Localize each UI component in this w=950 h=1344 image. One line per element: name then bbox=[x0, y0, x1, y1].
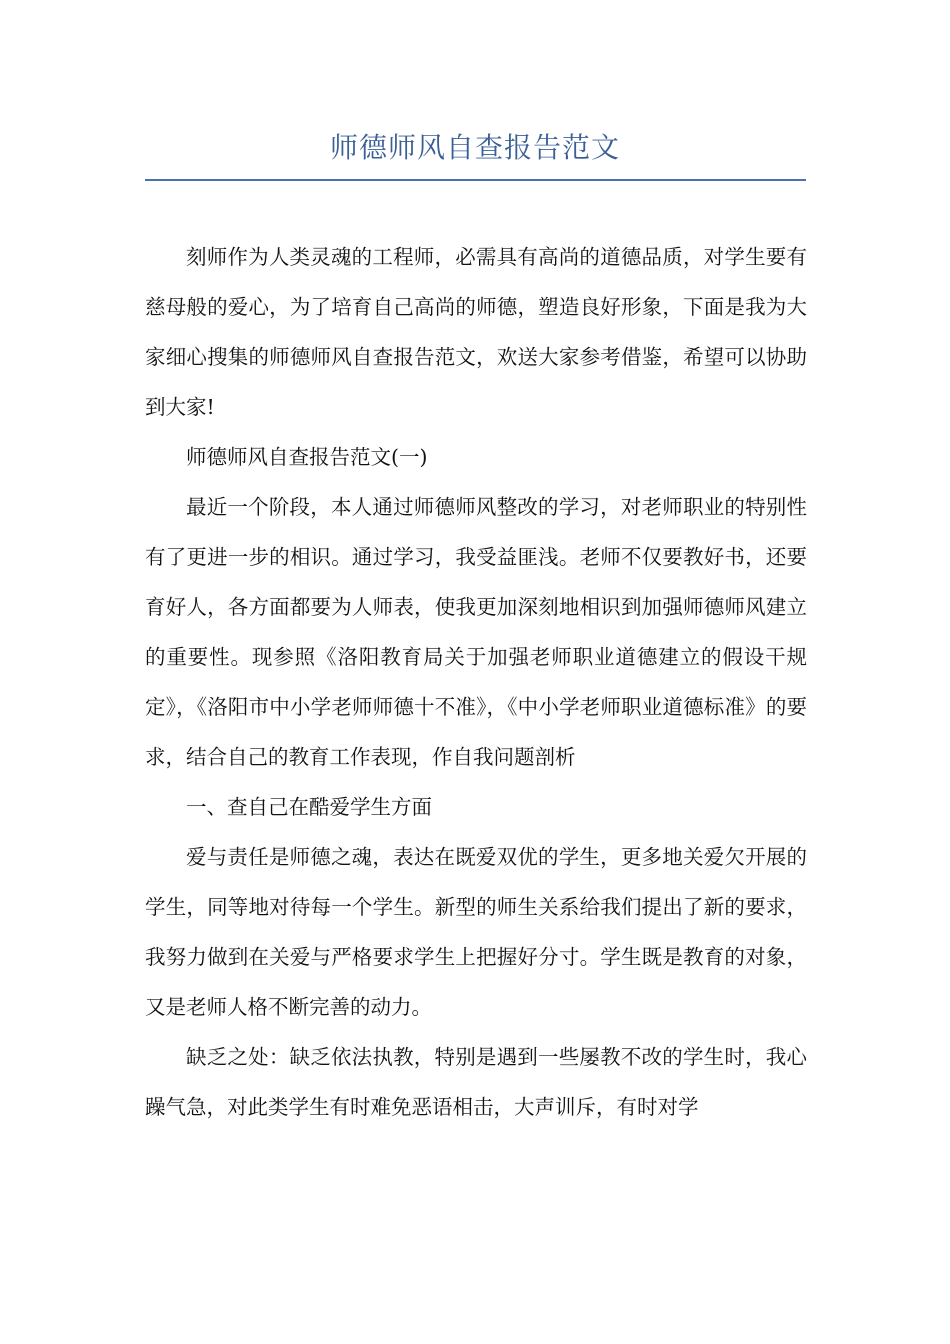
section-heading-report-one: 师德师风自查报告范文(一) bbox=[186, 445, 428, 469]
document-title: 师德师风自查报告范文 bbox=[329, 131, 620, 164]
title-underline bbox=[145, 179, 806, 181]
intro-paragraph: 刻师作为人类灵魂的工程师，必需具有高尚的道德品质，对学生要有慈母般的爱心，为了培育自己高尚的师德，塑造良好形象，下面是我为大家细心搜集的师德师风自查报告范文，欢送大家参考借鉴，希望可以协助到大家! bbox=[145, 245, 807, 419]
document-body bbox=[145, 232, 807, 1132]
body-paragraph: 爱与责任是师德之魂，表达在既爱双优的学生，更多地关爱欠开展的学生，同等地对待每一个学生。新型的师生关系给我们提出了新的要求，我努力做到在关爱与严格要求学生上把握好分寸。学生既是教育的对象，又是老师人格不断完善的动力。 bbox=[145, 845, 807, 1019]
body-paragraph: 最近一个阶段，本人通过师德师风整改的学习，对老师职业的特别性有了更进一步的相识。通过学习，我受益匪浅。老师不仅要教好书，还要育好人，各方面都要为人师表，使我更加深刻地相识到加强师德师风建立的重要性。现参照《洛阳教育局关于加强老师职业道德建立的假设干规定》，《洛阳市中小学老师师德十不准》，《中小学老师职业道德标准》的要求，结合自己的教育工作表现，作自我问题剖析 bbox=[145, 495, 807, 769]
body-paragraph: 缺乏之处：缺乏依法执教，特别是遇到一些屡教不改的学生时，我心躁气急，对此类学生有时难免恶语相击，大声训斥，有时对学 bbox=[145, 1045, 807, 1119]
section-heading-caring-students: 一、查自己在酷爱学生方面 bbox=[186, 795, 432, 819]
